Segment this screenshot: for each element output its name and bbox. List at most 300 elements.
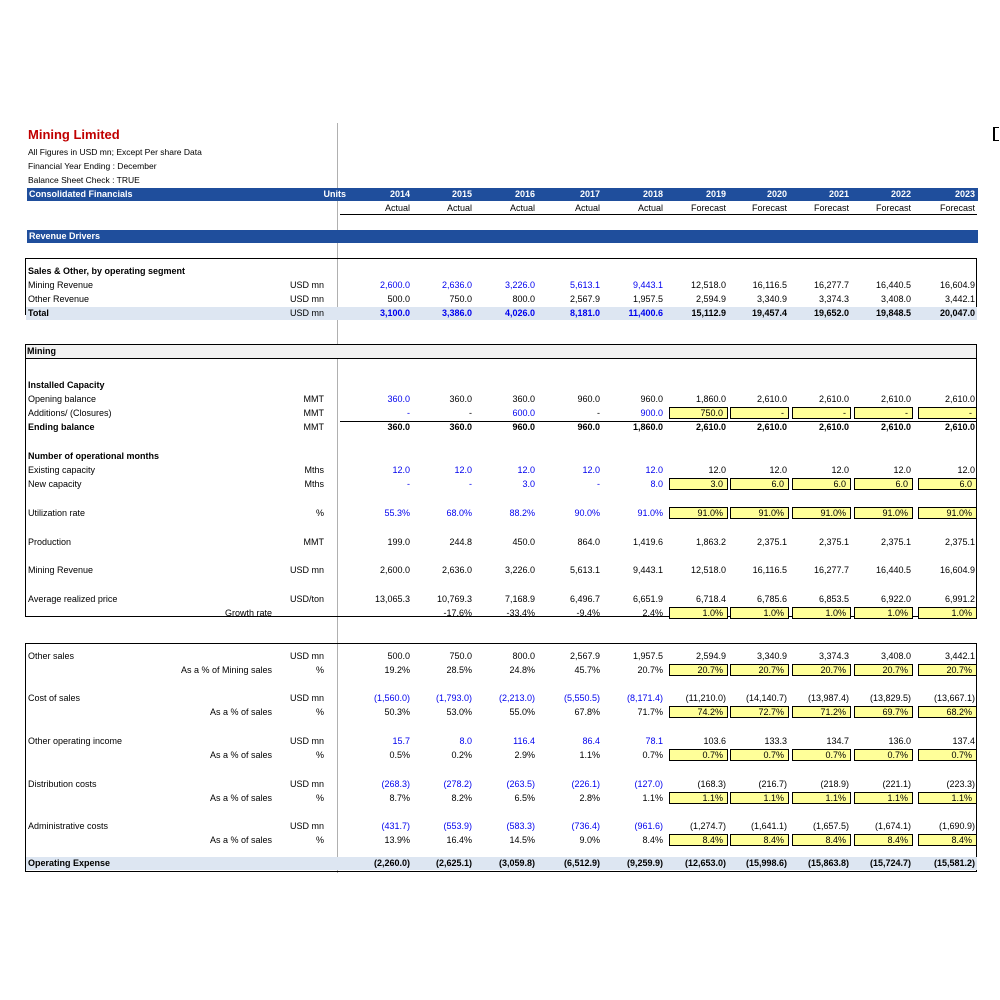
value-cell[interactable]: 1,860.0 — [695, 394, 726, 404]
value-cell[interactable]: 103.6 — [703, 736, 726, 746]
value-cell[interactable]: 2,610.0 — [880, 422, 911, 432]
value-cell[interactable]: 8.4% — [642, 835, 663, 845]
row-label: Additions/ (Closures) — [28, 408, 112, 418]
value-cell[interactable]: 116.4 — [513, 736, 535, 746]
value-cell[interactable]: 6,496.7 — [569, 594, 600, 604]
value-cell[interactable]: 86.4 — [582, 736, 600, 746]
value-cell[interactable]: 12.0 — [645, 465, 663, 475]
value-cell[interactable]: - — [969, 408, 972, 418]
value-cell[interactable]: 1.1% — [887, 793, 908, 803]
value-cell[interactable]: 20.7% — [882, 665, 908, 675]
value-cell[interactable]: 6,853.5 — [818, 594, 849, 604]
value-cell[interactable]: 8.4% — [825, 835, 846, 845]
value-cell[interactable]: (216.7) — [758, 779, 787, 789]
consolidated-header-bar — [27, 188, 978, 201]
period-status: Forecast — [690, 203, 726, 213]
value-cell[interactable]: 12,518.0 — [690, 280, 726, 290]
value-cell[interactable]: 16,440.5 — [875, 280, 911, 290]
value-cell[interactable]: 1.1% — [579, 750, 600, 760]
value-cell[interactable]: (961.6) — [634, 821, 663, 831]
value-cell[interactable]: 3,442.1 — [944, 651, 975, 661]
value-cell[interactable]: 8.4% — [887, 835, 908, 845]
value-cell[interactable]: (223.3) — [946, 779, 975, 789]
value-cell[interactable]: (736.4) — [571, 821, 600, 831]
value-cell[interactable]: 2.8% — [579, 793, 600, 803]
value-cell[interactable]: 750.0 — [449, 294, 472, 304]
value-cell[interactable]: 16,440.5 — [875, 565, 911, 575]
value-cell[interactable]: 10,769.3 — [436, 594, 472, 604]
value-cell[interactable]: 2.4% — [642, 608, 663, 618]
value-cell[interactable]: (2,625.1) — [435, 858, 472, 868]
value-cell[interactable]: (8,171.4) — [626, 693, 663, 703]
value-cell[interactable]: (13,667.1) — [933, 693, 975, 703]
value-cell[interactable]: 15.7 — [392, 736, 410, 746]
value-cell[interactable]: 12.0 — [708, 465, 726, 475]
row-sublabel: As a % of sales — [209, 707, 272, 717]
value-cell[interactable]: 2,610.0 — [695, 422, 726, 432]
row-unit: USD mn — [289, 821, 324, 831]
year-header-2017: 2017 — [579, 189, 600, 199]
value-cell[interactable]: 3,340.9 — [756, 651, 787, 661]
value-cell[interactable]: 6,991.2 — [944, 594, 975, 604]
row-label: Ending balance — [28, 422, 95, 432]
value-cell[interactable]: 960.0 — [577, 394, 600, 404]
value-cell[interactable]: (1,657.5) — [812, 821, 849, 831]
row-label: Utilization rate — [28, 508, 86, 518]
value-cell[interactable]: 500.0 — [387, 294, 410, 304]
row-label: Existing capacity — [28, 465, 96, 475]
value-cell[interactable]: (5,550.5) — [563, 693, 600, 703]
value-cell[interactable]: 2,610.0 — [944, 422, 975, 432]
value-cell[interactable]: 12.0 — [831, 465, 849, 475]
value-cell[interactable]: 71.7% — [637, 707, 663, 717]
year-header-2021: 2021 — [828, 189, 849, 199]
value-cell[interactable]: 12.0 — [957, 465, 975, 475]
value-cell[interactable]: 24.8% — [509, 665, 535, 675]
value-cell[interactable]: 1,957.5 — [632, 651, 663, 661]
year-header-2022: 2022 — [890, 189, 911, 199]
value-cell[interactable]: 2,600.0 — [379, 565, 410, 575]
value-cell[interactable]: 360.0 — [387, 394, 410, 404]
value-cell[interactable]: 8,181.0 — [569, 308, 600, 318]
value-cell[interactable]: 91.0% — [946, 508, 972, 518]
value-cell[interactable]: 3.0 — [522, 479, 535, 489]
value-cell[interactable]: 12,518.0 — [690, 565, 726, 575]
status-underline — [340, 214, 977, 215]
value-cell[interactable]: (1,560.0) — [373, 693, 410, 703]
consolidated-label: Consolidated Financials — [29, 189, 133, 199]
value-cell[interactable]: 16,116.5 — [752, 565, 787, 575]
value-cell[interactable]: 450.0 — [512, 537, 535, 547]
value-cell[interactable]: (278.2) — [443, 779, 472, 789]
table-row — [0, 834, 1000, 847]
value-cell[interactable]: 3,408.0 — [880, 294, 911, 304]
value-cell[interactable]: 71.2% — [820, 707, 846, 717]
value-cell[interactable]: - — [843, 408, 846, 418]
value-cell[interactable]: 19,848.5 — [875, 308, 911, 318]
value-cell[interactable]: 8.2% — [451, 793, 472, 803]
value-cell[interactable]: 2,610.0 — [818, 394, 849, 404]
value-cell[interactable]: 16.4% — [446, 835, 472, 845]
value-cell[interactable]: 1.1% — [951, 793, 972, 803]
year-header-2019: 2019 — [705, 189, 726, 199]
value-cell[interactable]: 3,374.3 — [818, 651, 849, 661]
value-cell[interactable]: 3,386.0 — [441, 308, 472, 318]
value-cell[interactable]: (15,581.2) — [933, 858, 975, 868]
value-cell[interactable]: 750.0 — [700, 408, 723, 418]
value-cell[interactable]: 500.0 — [387, 651, 410, 661]
value-cell[interactable]: 3,442.1 — [944, 294, 975, 304]
value-cell[interactable]: 133.3 — [764, 736, 787, 746]
value-cell[interactable]: 12.0 — [392, 465, 410, 475]
value-cell[interactable]: 19,652.0 — [813, 308, 849, 318]
value-cell[interactable]: -17.6% — [443, 608, 472, 618]
value-cell[interactable]: 2,600.0 — [379, 280, 410, 290]
value-cell[interactable]: 13,065.3 — [374, 594, 410, 604]
table-row — [0, 464, 1000, 477]
value-cell[interactable]: 6.5% — [514, 793, 535, 803]
value-cell[interactable]: 55.3% — [384, 508, 410, 518]
value-cell[interactable]: 12.0 — [582, 465, 600, 475]
value-cell[interactable]: 1,419.6 — [632, 537, 663, 547]
value-cell[interactable]: 134.7 — [826, 736, 849, 746]
value-cell[interactable]: 12.0 — [769, 465, 787, 475]
value-cell[interactable]: 28.5% — [446, 665, 472, 675]
value-cell[interactable]: 8.4% — [951, 835, 972, 845]
value-cell[interactable]: 16,277.7 — [813, 565, 849, 575]
row-unit: % — [315, 508, 324, 518]
value-cell[interactable]: (3,059.8) — [498, 858, 535, 868]
value-cell[interactable]: 1.1% — [825, 793, 846, 803]
value-cell[interactable]: 2,375.1 — [880, 537, 911, 547]
cell-cursor[interactable] — [993, 127, 999, 141]
value-cell[interactable]: - — [469, 408, 472, 418]
value-cell[interactable]: - — [407, 479, 410, 489]
value-cell[interactable]: 6.0 — [833, 479, 846, 489]
company-title: Mining Limited — [28, 127, 120, 142]
value-cell[interactable]: (13,987.4) — [807, 693, 849, 703]
value-cell[interactable]: (226.1) — [571, 779, 600, 789]
row-unit: Mths — [304, 465, 324, 475]
value-cell[interactable]: 2,567.9 — [569, 294, 600, 304]
value-cell[interactable]: (11,210.0) — [685, 693, 726, 703]
table-row — [0, 664, 1000, 677]
value-cell[interactable]: 600.0 — [512, 408, 535, 418]
value-cell[interactable]: 55.0% — [509, 707, 535, 717]
value-cell[interactable]: 3,340.9 — [756, 294, 787, 304]
value-cell[interactable]: 6,922.0 — [880, 594, 911, 604]
row-sublabel: As a % of Mining sales — [180, 665, 272, 675]
value-cell[interactable]: (13,829.5) — [869, 693, 911, 703]
value-cell[interactable]: (127.0) — [634, 779, 663, 789]
value-cell[interactable]: 12.0 — [454, 465, 472, 475]
value-cell[interactable]: 6,718.4 — [695, 594, 726, 604]
value-cell[interactable]: - — [905, 408, 908, 418]
value-cell[interactable]: 1,860.0 — [632, 422, 663, 432]
value-cell[interactable]: 2,636.0 — [441, 280, 472, 290]
row-label: Other Revenue — [28, 294, 90, 304]
value-cell[interactable]: 16,116.5 — [752, 280, 787, 290]
row-label: Total — [28, 308, 49, 318]
value-cell[interactable]: 960.0 — [577, 422, 600, 432]
row-sublabel: As a % of sales — [209, 750, 272, 760]
value-cell[interactable]: 360.0 — [512, 394, 535, 404]
value-cell[interactable]: 360.0 — [449, 394, 472, 404]
value-cell[interactable]: (1,674.1) — [874, 821, 911, 831]
value-cell[interactable]: - — [407, 408, 410, 418]
value-cell[interactable]: 8.4% — [702, 835, 723, 845]
value-cell[interactable]: (553.9) — [443, 821, 472, 831]
value-cell[interactable]: 1.1% — [642, 793, 663, 803]
value-cell[interactable]: 67.8% — [574, 707, 600, 717]
value-cell[interactable]: 20,047.0 — [939, 308, 975, 318]
value-cell[interactable]: 78.1 — [645, 736, 663, 746]
table-row — [0, 265, 1000, 278]
table-row — [0, 593, 1000, 606]
value-cell[interactable]: 88.2% — [509, 508, 535, 518]
value-cell[interactable]: 136.0 — [888, 736, 911, 746]
value-cell[interactable]: 1.1% — [763, 793, 784, 803]
table-row — [0, 507, 1000, 520]
table-row — [0, 421, 1000, 434]
table-row — [0, 692, 1000, 705]
value-cell[interactable]: 800.0 — [512, 294, 535, 304]
value-cell[interactable]: 5,613.1 — [569, 280, 600, 290]
value-cell[interactable]: (9,259.9) — [626, 858, 663, 868]
revenue-drivers-label: Revenue Drivers — [29, 231, 101, 241]
value-cell[interactable]: 960.0 — [512, 422, 535, 432]
value-cell[interactable]: - — [597, 408, 600, 418]
value-cell[interactable]: 91.0% — [820, 508, 846, 518]
value-cell[interactable]: - — [597, 479, 600, 489]
value-cell[interactable]: 2,610.0 — [818, 422, 849, 432]
value-cell[interactable]: 8.7% — [389, 793, 410, 803]
value-cell[interactable]: 0.7% — [887, 750, 908, 760]
value-cell[interactable]: 6.0 — [895, 479, 908, 489]
value-cell[interactable]: 1.0% — [887, 608, 908, 618]
value-cell[interactable]: 1.0% — [763, 608, 784, 618]
row-unit: MMT — [303, 537, 324, 547]
value-cell[interactable]: 68.2% — [946, 707, 972, 717]
value-cell[interactable]: (1,274.7) — [689, 821, 726, 831]
value-cell[interactable]: 199.0 — [387, 537, 410, 547]
period-status: Actual — [509, 203, 535, 213]
value-cell[interactable]: 900.0 — [640, 408, 663, 418]
row-label: Cost of sales — [28, 693, 81, 703]
row-sublabel: Growth rate — [224, 608, 272, 618]
value-cell[interactable]: 0.5% — [389, 750, 410, 760]
value-cell[interactable]: 91.0% — [697, 508, 723, 518]
value-cell[interactable]: 20.7% — [820, 665, 846, 675]
period-status: Forecast — [751, 203, 787, 213]
value-cell[interactable]: 2,594.9 — [695, 651, 726, 661]
value-cell[interactable]: 72.7% — [758, 707, 784, 717]
value-cell[interactable]: 11,400.6 — [628, 308, 663, 318]
value-cell[interactable]: 20.7% — [758, 665, 784, 675]
value-cell[interactable]: 360.0 — [387, 422, 410, 432]
value-cell[interactable]: 750.0 — [449, 651, 472, 661]
year-header-2016: 2016 — [514, 189, 535, 199]
value-cell[interactable]: 16,604.9 — [939, 565, 975, 575]
value-cell[interactable]: (15,998.6) — [745, 858, 787, 868]
value-cell[interactable]: 20.7% — [946, 665, 972, 675]
value-cell[interactable]: 6.0 — [959, 479, 972, 489]
value-cell[interactable]: (221.1) — [882, 779, 911, 789]
year-header-2015: 2015 — [451, 189, 472, 199]
value-cell[interactable]: 91.0% — [758, 508, 784, 518]
value-cell[interactable]: 8.4% — [763, 835, 784, 845]
value-cell[interactable]: 90.0% — [574, 508, 600, 518]
value-cell[interactable]: 3,226.0 — [504, 565, 535, 575]
value-cell[interactable]: - — [781, 408, 784, 418]
table-row — [0, 857, 1000, 870]
value-cell[interactable]: 20.7% — [637, 665, 663, 675]
value-cell[interactable]: 3,100.0 — [379, 308, 410, 318]
value-cell[interactable]: 1,863.2 — [695, 537, 726, 547]
balance-check-note: Balance Sheet Check : TRUE — [28, 175, 140, 185]
value-cell[interactable]: 14.5% — [509, 835, 535, 845]
row-unit: USD mn — [289, 565, 324, 575]
value-cell[interactable]: 3,226.0 — [504, 280, 535, 290]
value-cell[interactable]: 3,408.0 — [880, 651, 911, 661]
value-cell[interactable]: - — [469, 479, 472, 489]
period-status: Forecast — [813, 203, 849, 213]
row-unit: % — [315, 793, 324, 803]
value-cell[interactable]: (263.5) — [506, 779, 535, 789]
table-row — [0, 820, 1000, 833]
value-cell[interactable]: 2,375.1 — [818, 537, 849, 547]
value-cell[interactable]: 1,957.5 — [632, 294, 663, 304]
value-cell[interactable]: (6,512.9) — [563, 858, 600, 868]
value-cell[interactable]: (583.3) — [506, 821, 535, 831]
value-cell[interactable]: 3,374.3 — [818, 294, 849, 304]
value-cell[interactable]: 2,610.0 — [756, 422, 787, 432]
value-cell[interactable]: 864.0 — [577, 537, 600, 547]
value-cell[interactable]: 137.4 — [952, 736, 975, 746]
value-cell[interactable]: 13.9% — [384, 835, 410, 845]
value-cell[interactable]: 68.0% — [446, 508, 472, 518]
value-cell[interactable]: 6,785.6 — [756, 594, 787, 604]
value-cell[interactable]: 1.0% — [702, 608, 723, 618]
value-cell[interactable]: (218.9) — [820, 779, 849, 789]
value-cell[interactable]: 2,594.9 — [695, 294, 726, 304]
value-cell[interactable]: 8.0 — [459, 736, 472, 746]
value-cell[interactable]: 8.0 — [650, 479, 663, 489]
value-cell[interactable]: 2,375.1 — [944, 537, 975, 547]
value-cell[interactable]: 960.0 — [640, 394, 663, 404]
value-cell[interactable]: 3.0 — [710, 479, 723, 489]
value-cell[interactable]: 20.7% — [697, 665, 723, 675]
value-cell[interactable]: (1,690.9) — [938, 821, 975, 831]
value-cell[interactable]: (2,260.0) — [373, 858, 410, 868]
value-cell[interactable]: (1,641.1) — [750, 821, 787, 831]
value-cell[interactable]: 9,443.1 — [632, 280, 663, 290]
value-cell[interactable]: 6,651.9 — [632, 594, 663, 604]
value-cell[interactable]: 1.1% — [702, 793, 723, 803]
row-unit: Mths — [304, 479, 324, 489]
value-cell[interactable]: 0.7% — [702, 750, 723, 760]
value-cell[interactable]: 12.0 — [893, 465, 911, 475]
value-cell[interactable]: -33.4% — [506, 608, 535, 618]
value-cell[interactable]: 9,443.1 — [632, 565, 663, 575]
row-unit: % — [315, 835, 324, 845]
value-cell[interactable]: 53.0% — [446, 707, 472, 717]
value-cell[interactable]: (15,724.7) — [869, 858, 911, 868]
value-cell[interactable]: 0.7% — [642, 750, 663, 760]
value-cell[interactable]: (2,213.0) — [498, 693, 535, 703]
value-cell[interactable]: (12,653.0) — [684, 858, 726, 868]
value-cell[interactable]: 7,168.9 — [504, 594, 535, 604]
value-cell[interactable]: (1,793.0) — [435, 693, 472, 703]
mining-header-box — [25, 344, 977, 359]
value-cell[interactable]: 16,277.7 — [813, 280, 849, 290]
year-header-2018: 2018 — [642, 189, 663, 199]
value-cell[interactable]: 0.2% — [451, 750, 472, 760]
value-cell[interactable]: 4,026.0 — [504, 308, 535, 318]
period-status: Forecast — [875, 203, 911, 213]
value-cell[interactable]: 2,610.0 — [756, 394, 787, 404]
value-cell[interactable]: 6.0 — [771, 479, 784, 489]
value-cell[interactable]: (14,140.7) — [745, 693, 787, 703]
value-cell[interactable]: 800.0 — [512, 651, 535, 661]
value-cell[interactable]: (431.7) — [381, 821, 410, 831]
table-row — [0, 379, 1000, 392]
value-cell[interactable]: (268.3) — [381, 779, 410, 789]
value-cell[interactable]: 9.0% — [579, 835, 600, 845]
value-cell[interactable]: 0.7% — [825, 750, 846, 760]
value-cell[interactable]: 45.7% — [574, 665, 600, 675]
row-label: Installed Capacity — [28, 380, 105, 390]
value-cell[interactable]: 19,457.4 — [751, 308, 787, 318]
value-cell[interactable]: 5,613.1 — [569, 565, 600, 575]
table-row — [0, 706, 1000, 719]
row-unit: USD mn — [289, 779, 324, 789]
value-cell[interactable]: 2,375.1 — [756, 537, 787, 547]
value-cell[interactable]: 91.0% — [882, 508, 908, 518]
value-cell[interactable]: -9.4% — [576, 608, 600, 618]
fiscal-year-note: Financial Year Ending : December — [28, 161, 157, 171]
value-cell[interactable]: 0.7% — [951, 750, 972, 760]
row-unit: USD mn — [289, 651, 324, 661]
value-cell[interactable]: 16,604.9 — [939, 280, 975, 290]
table-row — [0, 564, 1000, 577]
value-cell[interactable]: 2.9% — [514, 750, 535, 760]
value-cell[interactable]: 2,636.0 — [441, 565, 472, 575]
value-cell[interactable]: (15,863.8) — [807, 858, 849, 868]
period-status: Actual — [446, 203, 472, 213]
value-cell[interactable]: (168.3) — [697, 779, 726, 789]
value-cell[interactable]: 1.0% — [951, 608, 972, 618]
row-label: Mining Revenue — [28, 565, 94, 575]
value-cell[interactable]: 2,567.9 — [569, 651, 600, 661]
table-row — [0, 792, 1000, 805]
value-cell[interactable]: 2,610.0 — [880, 394, 911, 404]
value-cell[interactable]: 1.0% — [825, 608, 846, 618]
value-cell[interactable]: 15,112.9 — [691, 308, 726, 318]
value-cell[interactable]: 69.7% — [882, 707, 908, 717]
value-cell[interactable]: 360.0 — [449, 422, 472, 432]
value-cell[interactable]: 19.2% — [384, 665, 410, 675]
value-cell[interactable]: 12.0 — [517, 465, 535, 475]
value-cell[interactable]: 74.2% — [697, 707, 723, 717]
row-label: Sales & Other, by operating segment — [28, 266, 186, 276]
value-cell[interactable]: 244.8 — [449, 537, 472, 547]
value-cell[interactable]: 0.7% — [763, 750, 784, 760]
value-cell[interactable]: 50.3% — [384, 707, 410, 717]
row-unit: MMT — [303, 394, 324, 404]
value-cell[interactable]: 2,610.0 — [944, 394, 975, 404]
value-cell[interactable]: 91.0% — [637, 508, 663, 518]
